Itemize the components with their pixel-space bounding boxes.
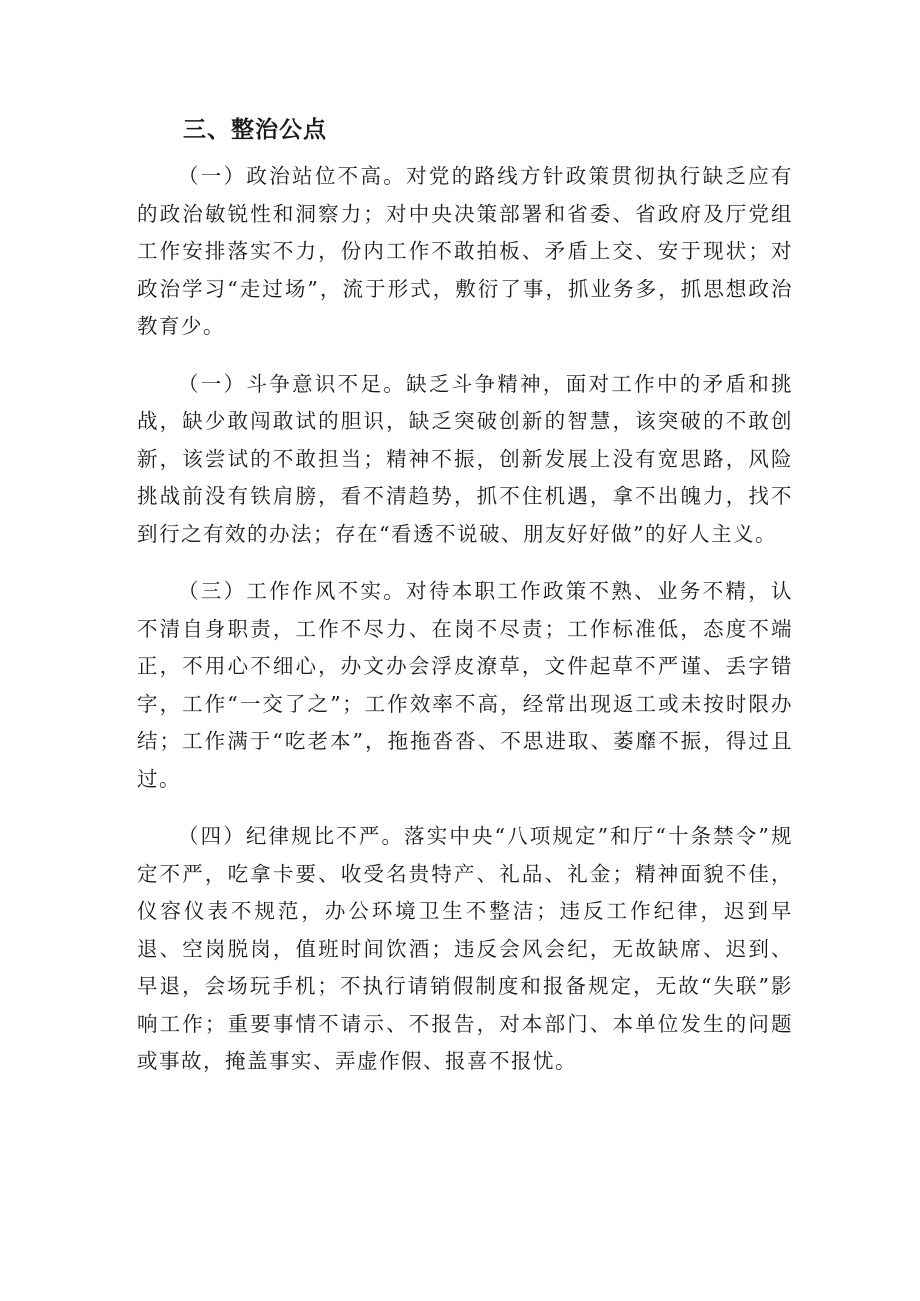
paragraph-struggle-awareness: （一）斗争意识不足。缺乏斗争精神，面对工作中的矛盾和挑战，缺少敢闯敢试的胆识，缺乏突破创新的智慧，该突破的不敢创新，该尝试的不敢担当；精神不振，创新发展上没有宽思路，风险挑战前没有铁肩膀，看不清趋势，抓不住机遇，拿不出魄力，找不到行之有效的办法；存在“看透不说破、朋友好好做”的好人主义。 [137,371,793,546]
paragraph-work-style: （三）工作作风不实。对待本职工作政策不熟、业务不精，认不清自身职责，工作不尽力、在岗不尽责；工作标准低，态度不端正，不用心不细心，办文办会浮皮潦草，文件起草不严谨、丢字错字，工作“一交了之”；工作效率不高，经常出现返工或未按时限办结；工作满于“吃老本”，拖拖沓沓、不思进取、萎靡不振，得过且过。 [137,579,793,791]
paragraph-political-stance: （一）政治站位不高。对党的路线方针政策贯彻执行缺乏应有的政治敏锐性和洞察力；对中央决策部署和省委、省政府及厅党组工作安排落实不力，份内工作不敢拍板、矛盾上交、安于现状；对政治学习“走过场”，流于形式，敷衍了事，抓业务多，抓思想政治教育少。 [137,164,793,338]
paragraph-discipline: （四）纪律规比不严。落实中央“八项规定”和厅“十条禁令”规定不严，吃拿卡要、收受名贵特产、礼品、礼金；精神面貌不佳，仪容仪表不规范，办公环境卫生不整洁；违反工作纪律，迟到早退、空岗脱岗，值班时间饮酒；违反会风会纪，无故缺席、迟到、早退，会场玩手机；不执行请销假制度和报备规定，无故“失联”影响工作；重要事情不请示、不报告，对本部门、本单位发生的问题或事故，掩盖事实、弄虚作假、报喜不报忧。 [137,824,793,1073]
section-heading: 三、整治公点 [183,117,327,143]
document-page [137,112,793,1101]
